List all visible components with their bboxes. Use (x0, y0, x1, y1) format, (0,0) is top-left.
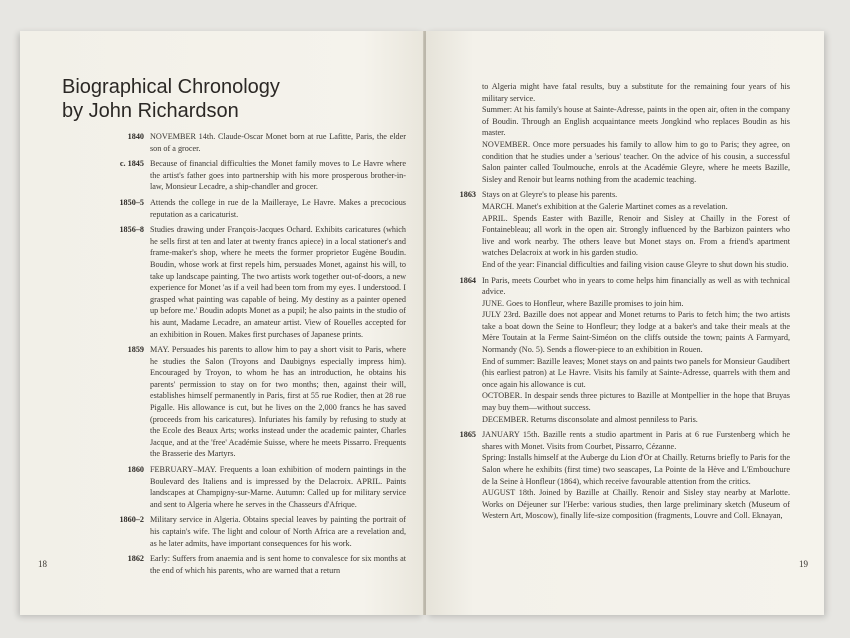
right-page-number: 19 (799, 559, 808, 569)
entry-year: 1840 (127, 132, 144, 141)
chronology-entry (20, 344, 424, 460)
chronology-title: Biographical Chronology (62, 76, 280, 98)
entry-paragraph: MARCH. Manet's exhibition at the Galerie Martinet comes as a revelation. (482, 201, 728, 211)
right-entries (426, 81, 824, 526)
entry-paragraph: End of summer: Bazille leaves; Monet stays on and paints two panels for Monsieur Gaudibert (his earliest patron) at Le Havre. Visits his family at Sainte-Adresse, quarrels with them and once again his allowance is cut. (482, 356, 790, 389)
entry-year: 1863 (459, 190, 476, 200)
chronology-entry (20, 514, 424, 549)
entry-text (482, 81, 790, 185)
entry-text: Because of financial difficulties the Monet family moves to Le Havre where the artist's father goes into partnership with his more prosperous brother-in-law, Monsieur Lecadre, a ship-chandler and grocer. (150, 159, 406, 192)
entry-paragraph: NOVEMBER. Once more persuades his family to allow him to go to Paris; they agree, on condition that he studies under a 'serious' teacher. On the advice of his cousin, a successful Salon painter called Toulmouche, enrols at the Académie Gleyre, where he meets Bazille, Sisley and Renoir but learns nothing from the academic teaching. (482, 139, 790, 184)
entry-paragraph: JULY 23rd. Bazille does not appear and Monet returns to Paris to fetch him; the two artists take a boat down the Seine to Honfleur; they lodge at a baker's and take their meals at the Mère Toutain at la Ferme Saint-Siméon on the cliffs outside the town; paints A Farmyard, Normandy (No. 5). Sends a flower-piece to an exhibition in Rouen. (482, 310, 790, 355)
entry-text: NOVEMBER 14th. Claude-Oscar Monet born at rue Lafitte, Paris, the elder son of a grocer. (150, 132, 406, 153)
entry-paragraph: Summer: At his family's house at Sainte-Adresse, paints in the open air, often in the company of Boudin. Through an English acquaintance meets Jongkind who replaces Boudin as his master. (482, 105, 790, 138)
entry-paragraph: Spring: Installs himself at the Auberge du Lion d'Or at Chailly. Returns briefly to Paris for the Salon where he exhibits (first time) two seascapes, La Pointe de la Hève and L'Embouchure de la Seine à Honfleur (1864), which receive favourable attention from the critics. (482, 453, 790, 486)
entry-paragraph: APRIL. Spends Easter with Bazille, Renoir and Sisley at Chailly in the Forest of Fontainebleau; all work in the open air. Strongly influenced by the Barbizon painters who live and work nearby. The others leave but Monet stays on. From a friend's apartment watches Delacroix at work in his garden studio. (482, 213, 790, 258)
entry-year: 1865 (459, 430, 476, 440)
entry-text: Studies drawing under François-Jacques Ochard. Exhibits caricatures (which he sells first at ten and later at twenty francs apiece) in a local stationer's and frame-maker's shop, where he meets the former proprietor Eugène Boudin. Boudin, whose work at first repels him, persuades Monet, against his will, to take up landscape painting. The two artists work together out-of-doors, a new experience for Monet 'as if a veil had been torn from my eyes. I understood. I grasped what painting was capable of being. My destiny as a painter opened up before me.' Boudin adopts Monet as a pupil; he also paints in the studio of his aunt, Madame Lecadre, an amateur artist. View of Rouelles accepted for an exhibition in Rouen. Makes first purchases of Japanese prints. (150, 225, 406, 339)
entry-text: Early: Suffers from anaemia and is sent home to convalesce for six months at the end of which his parents, who are warned that a return (150, 554, 406, 575)
chronology-entry (426, 429, 824, 522)
entry-text: MAY. Persuades his parents to allow him to pay a short visit to Paris, where he studies the Salon (Troyons and Daubignys especially impress him). Encouraged by Troyon, to whom he has an introduction, he obtains his parents' permission to stay on for two months; then, against their will, establishes himself permanently in Paris, first at 55 rue Rodier, then at 28 rue Pigalle. His allowance is cut, but he lives on the 2,000 francs he has saved (proceeds from his caricatures). Infuriates his family by refusing to study at the Ecole des Beaux Arts; works instead under the academic painter, Charles Jacque, and at the 'free' Académie Suisse, where he meets Pissarro. Frequents the Brasserie des Martyrs. (150, 345, 406, 459)
entry-text: FEBRUARY–MAY. Frequents a loan exhibition of modern paintings in the Boulevard des Italiens and is impressed by the Delacroix. APRIL. Paints landscapes at Champigny-sur-Marne. Autumn: Called up for military service and sent to Algeria where he serves in the Chasseurs d'Afrique. (150, 465, 406, 509)
entry-paragraph: JUNE. Goes to Honfleur, where Bazille promises to join him. (482, 298, 684, 308)
entry-paragraph: Stays on at Gleyre's to please his parents. (482, 190, 618, 200)
entry-year: c. 1845 (119, 159, 144, 169)
chronology-entry (20, 158, 424, 193)
entry-paragraph: End of the year: Financial difficulties and failing vision cause Gleyre to shut down his studio. (482, 259, 789, 269)
left-page (20, 31, 424, 615)
chronology-entry (426, 81, 824, 185)
author-byline: by John Richardson (62, 100, 239, 122)
right-page (426, 31, 824, 615)
entry-text: Attends the college in rue de la Mailleraye, Le Havre. Makes a precocious reputation as a caricaturist. (150, 197, 406, 219)
entry-text (482, 189, 790, 270)
entry-year: 1850–5 (119, 197, 144, 207)
left-entries (20, 131, 424, 580)
entry-year: 1864 (459, 275, 476, 285)
entry-text: Military service in Algeria. Obtains special leaves by painting the portrait of his captain's wife. The light and colour of North Africa are a revelation and, as he later admits, have important consequences for his work. (150, 515, 406, 548)
entry-year: 1856–8 (119, 225, 144, 235)
entry-year: 1860–2 (119, 515, 144, 525)
entry-year: 1859 (127, 345, 144, 355)
entry-year: 1860 (127, 465, 144, 475)
entry-paragraph: In Paris, meets Courbet who in years to come helps him financially as well as with technical advice. (482, 275, 790, 297)
entry-paragraph: AUGUST 18th. Joined by Bazille at Chailly. Renoir and Sisley stay nearby at Marlotte. Works on Déjeuner sur l'Herbe: various studies, then large preliminary sketch (Museum of Western Art, Moscow), finally life-size composition (fragments, Louvre and Coll. Eknayan, (482, 488, 790, 521)
entry-year: 1862 (127, 554, 144, 564)
entry-text (482, 275, 790, 426)
chronology-entry (426, 189, 824, 270)
chronology-entry (20, 197, 424, 220)
chronology-entry (426, 275, 824, 426)
entry-paragraph: OCTOBER. In despair sends three pictures to Bazille at Montpellier in the hope that Bruyas may buy them—without success. (482, 391, 790, 413)
left-page-number: 18 (38, 559, 47, 569)
chronology-entry (20, 553, 424, 576)
entry-text (482, 429, 790, 522)
entry-paragraph: to Algeria might have fatal results, buy a substitute for the remaining four years of his military service. (482, 82, 790, 103)
chronology-entry (20, 131, 424, 154)
chronology-entry (20, 224, 424, 340)
entry-paragraph: JANUARY 15th. Bazille rents a studio apartment in Paris at 6 rue Furstenberg which he shares with Monet. Visits from Courbet, Pissarro, Cézanne. (482, 430, 790, 451)
entry-paragraph: DECEMBER. Returns disconsolate and almost penniless to Paris. (482, 414, 698, 424)
chronology-entry (20, 464, 424, 510)
